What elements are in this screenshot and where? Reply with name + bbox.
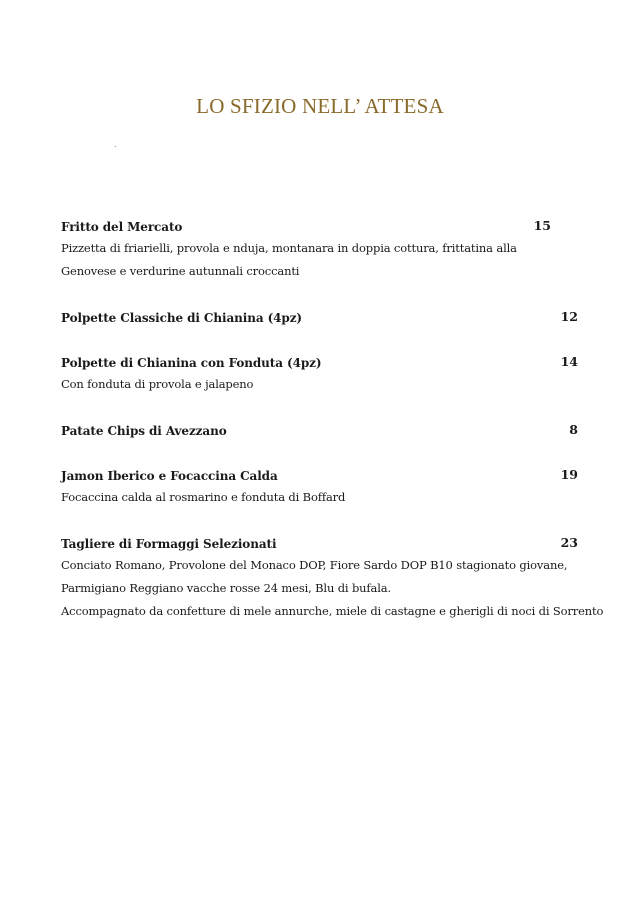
page-title: LO SFIZIO NELL’ ATTESA — [196, 94, 444, 118]
menu-list — [61, 214, 604, 645]
menu-item-description: Genovese e verdurine autunnali croccanti — [61, 264, 300, 278]
menu-item — [61, 214, 581, 283]
menu-item-description: Accompagnato da confetture di mele annurche, miele di castagne e gherigli di noci di Sorrento — [61, 604, 604, 618]
menu-item-name: Jamon Iberico e Focaccina Calda — [61, 469, 278, 483]
menu-item-description: Focaccina calda al rosmarino e fonduta di Boffard — [61, 490, 346, 504]
menu-item — [61, 531, 604, 623]
menu-item-description: Conciato Romano, Provolone del Monaco DOP, Fiore Sardo DOP B10 stagionato giovane, — [61, 558, 568, 572]
menu-item-header — [61, 463, 581, 486]
menu-item-name: Patate Chips di Avezzano — [61, 424, 227, 438]
menu-item-header — [61, 418, 581, 441]
menu-item — [61, 350, 581, 396]
menu-item-name: Polpette di Chianina con Fonduta (4pz) — [61, 356, 322, 370]
menu-item-price: 23 — [560, 535, 578, 550]
menu-item-price: 12 — [560, 309, 578, 324]
menu-item-price: 15 — [533, 218, 551, 233]
menu-item-price: 8 — [569, 422, 578, 437]
menu-item-price: 19 — [560, 467, 578, 482]
menu-item-header — [61, 350, 581, 373]
menu-item-price: 14 — [560, 354, 578, 369]
menu-item-header — [61, 214, 581, 237]
menu-item — [61, 305, 581, 328]
decorative-dot: . — [114, 140, 117, 149]
menu-item-name: Polpette Classiche di Chianina (4pz) — [61, 311, 302, 325]
menu-item-name: Tagliere di Formaggi Selezionati — [61, 537, 277, 551]
menu-item-name: Fritto del Mercato — [61, 220, 183, 234]
menu-item-description: Parmigiano Reggiano vacche rosse 24 mesi, Blu di bufala. — [61, 581, 391, 595]
menu-item-header — [61, 531, 581, 554]
menu-item-description: Pizzetta di friarielli, provola e nduja, montanara in doppia cottura, frittatina alla — [61, 241, 517, 255]
menu-item-header — [61, 305, 581, 328]
menu-item — [61, 463, 581, 509]
menu-item — [61, 418, 581, 441]
menu-item-description: Con fonduta di provola e jalapeno — [61, 377, 254, 391]
